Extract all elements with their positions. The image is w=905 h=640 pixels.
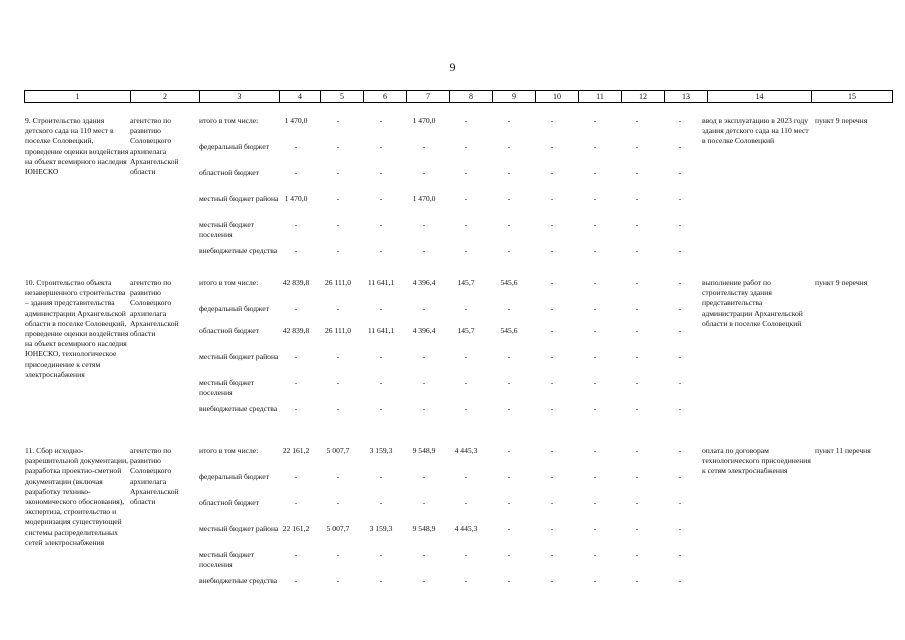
funding-value: - xyxy=(464,220,468,229)
funding-value: 11 641,1 xyxy=(367,326,395,335)
funding-value: - xyxy=(550,352,554,361)
funding-value: - xyxy=(507,246,511,255)
funding-value: - xyxy=(507,524,511,533)
funding-value: - xyxy=(635,446,639,455)
header-cell: 3 xyxy=(200,91,280,103)
funding-value: - xyxy=(593,550,597,559)
item-reference: пункт 11 перечня xyxy=(815,446,871,455)
funding-value: - xyxy=(464,404,468,413)
header-cell: 9 xyxy=(493,91,536,103)
funding-value: 9 548,9 xyxy=(412,524,436,533)
funding-value: - xyxy=(464,498,468,507)
funding-value: - xyxy=(593,220,597,229)
funding-value: - xyxy=(550,116,554,125)
funding-value: - xyxy=(550,378,554,387)
funding-value: - xyxy=(635,168,639,177)
funding-value: - xyxy=(336,472,340,481)
funding-value: - xyxy=(464,246,468,255)
funding-value: - xyxy=(379,220,383,229)
funding-value: - xyxy=(593,404,597,413)
funding-value: 3 159,3 xyxy=(369,446,393,455)
funding-value: - xyxy=(294,404,298,413)
funding-value: - xyxy=(593,472,597,481)
funding-value: - xyxy=(593,524,597,533)
funding-value: - xyxy=(507,472,511,481)
funding-value: - xyxy=(507,446,511,455)
funding-value: - xyxy=(593,116,597,125)
funding-value: - xyxy=(422,304,426,313)
funding-value: - xyxy=(678,278,682,287)
item-agency: агентство по развитию Соловецкого архипелага Архангельской области xyxy=(130,446,179,507)
header-cell: 1 xyxy=(25,91,131,103)
funding-value: - xyxy=(593,168,597,177)
funding-value: - xyxy=(678,446,682,455)
funding-source: местный бюджет поселения xyxy=(199,220,255,239)
funding-value: - xyxy=(550,142,554,151)
funding-value: - xyxy=(593,304,597,313)
funding-value: - xyxy=(507,194,511,203)
funding-value: - xyxy=(379,498,383,507)
funding-value: - xyxy=(635,142,639,151)
funding-value: - xyxy=(593,576,597,585)
item-reference: пункт 9 перечня xyxy=(815,116,868,125)
funding-value: - xyxy=(635,550,639,559)
funding-value: - xyxy=(593,142,597,151)
header-cell: 12 xyxy=(622,91,665,103)
funding-value: - xyxy=(593,352,597,361)
funding-value: 1 470,0 xyxy=(412,116,436,125)
funding-value: - xyxy=(464,472,468,481)
funding-source: итого в том числе: xyxy=(199,446,259,455)
funding-value: - xyxy=(550,576,554,585)
funding-value: - xyxy=(550,404,554,413)
funding-value: 22 161,2 xyxy=(282,446,310,455)
funding-value: - xyxy=(336,576,340,585)
header-cell: 4 xyxy=(280,91,321,103)
header-cell: 2 xyxy=(131,91,200,103)
funding-value: - xyxy=(678,168,682,177)
funding-value: 26 111,0 xyxy=(324,326,351,335)
funding-value: - xyxy=(422,576,426,585)
funding-value: - xyxy=(464,304,468,313)
funding-value: - xyxy=(379,168,383,177)
funding-value: 1 470,0 xyxy=(284,116,308,125)
funding-source: федеральный бюджет xyxy=(199,304,269,313)
funding-value: - xyxy=(336,168,340,177)
funding-value: - xyxy=(336,404,340,413)
funding-source: местный бюджет поселения xyxy=(199,378,255,397)
funding-value: - xyxy=(635,404,639,413)
funding-value: - xyxy=(678,246,682,255)
funding-value: - xyxy=(635,498,639,507)
funding-value: - xyxy=(294,550,298,559)
item-agency: агентство по развитию Соловецкого архипелага Архангельской области xyxy=(130,116,179,177)
item-result: выполнение работ по строительству здания представительства администрации Архангельской области в поселке Соловецкий xyxy=(702,278,803,328)
funding-value: - xyxy=(336,352,340,361)
funding-value: - xyxy=(507,168,511,177)
funding-value: - xyxy=(678,524,682,533)
funding-source: областной бюджет xyxy=(199,168,259,177)
funding-value: 145,7 xyxy=(457,326,475,335)
funding-value: - xyxy=(336,498,340,507)
funding-value: - xyxy=(464,142,468,151)
funding-value: - xyxy=(507,220,511,229)
funding-value: - xyxy=(593,246,597,255)
funding-value: - xyxy=(379,142,383,151)
funding-value: 4 445,3 xyxy=(454,446,478,455)
funding-value: - xyxy=(379,404,383,413)
funding-value: - xyxy=(550,498,554,507)
funding-value: - xyxy=(464,168,468,177)
header-cell: 11 xyxy=(579,91,622,103)
funding-value: - xyxy=(635,278,639,287)
funding-value: - xyxy=(635,220,639,229)
header-cell: 13 xyxy=(665,91,708,103)
funding-value: - xyxy=(635,116,639,125)
funding-value: - xyxy=(422,472,426,481)
funding-value: - xyxy=(464,352,468,361)
funding-value: - xyxy=(336,304,340,313)
funding-value: - xyxy=(336,194,340,203)
funding-value: - xyxy=(422,498,426,507)
funding-value: 4 396,4 xyxy=(412,326,436,335)
funding-value: - xyxy=(507,404,511,413)
header-cell: 8 xyxy=(450,91,493,103)
funding-value: - xyxy=(550,246,554,255)
funding-value: - xyxy=(464,550,468,559)
funding-value: 22 161,2 xyxy=(282,524,310,533)
funding-value: - xyxy=(550,326,554,335)
funding-value: - xyxy=(593,278,597,287)
funding-value: - xyxy=(507,498,511,507)
funding-value: - xyxy=(379,194,383,203)
funding-value: - xyxy=(635,524,639,533)
funding-value: - xyxy=(635,194,639,203)
funding-source: областной бюджет xyxy=(199,326,259,335)
funding-value: - xyxy=(336,220,340,229)
funding-value: - xyxy=(593,378,597,387)
funding-value: - xyxy=(507,304,511,313)
funding-source: местный бюджет района xyxy=(199,524,279,533)
funding-value: - xyxy=(379,352,383,361)
funding-source: местный бюджет района xyxy=(199,352,279,361)
funding-value: 42 839,8 xyxy=(282,278,310,287)
funding-value: 4 445,3 xyxy=(454,524,478,533)
funding-value: - xyxy=(635,246,639,255)
funding-value: - xyxy=(379,576,383,585)
funding-value: - xyxy=(464,378,468,387)
funding-value: 26 111,0 xyxy=(324,278,351,287)
item-name: 11. Сбор исходно-разрешительной документации, разработка проектно-сметной документации (включая разработку технико-экономического обоснования), экспертиза, строительство и модернизация существующей системы распределительных сетей электроснабжения xyxy=(25,446,129,547)
funding-value: - xyxy=(635,352,639,361)
funding-value: - xyxy=(422,168,426,177)
funding-value: 545,6 xyxy=(500,278,518,287)
item-result: ввод в эксплуатацию в 2023 году здания детского сада на 110 мест в поселке Соловецкий xyxy=(702,116,809,146)
funding-value: - xyxy=(678,550,682,559)
funding-value: - xyxy=(336,142,340,151)
funding-value: - xyxy=(294,472,298,481)
page-number: 9 xyxy=(449,60,456,74)
funding-value: - xyxy=(593,194,597,203)
funding-value: - xyxy=(507,142,511,151)
funding-value: - xyxy=(336,116,340,125)
funding-value: 42 839,8 xyxy=(282,326,310,335)
funding-value: 5 007,7 xyxy=(326,524,350,533)
funding-value: 5 007,7 xyxy=(326,446,350,455)
funding-value: - xyxy=(464,576,468,585)
funding-value: - xyxy=(422,378,426,387)
header-cell: 15 xyxy=(812,91,893,103)
funding-value: - xyxy=(550,220,554,229)
funding-value: - xyxy=(678,326,682,335)
funding-value: - xyxy=(635,326,639,335)
funding-value: - xyxy=(678,404,682,413)
funding-value: - xyxy=(294,246,298,255)
funding-value: - xyxy=(550,304,554,313)
funding-value: - xyxy=(678,576,682,585)
item-name: 9. Строительство здания детского сада на 110 мест в поселке Соловецкий, проведение оценки воздействия на объект всемирного наследия ЮНЕСКО xyxy=(25,116,129,177)
funding-value: - xyxy=(422,246,426,255)
funding-value: 9 548,9 xyxy=(412,446,436,455)
funding-value: - xyxy=(336,378,340,387)
funding-source: итого в том числе: xyxy=(199,116,259,125)
item-name: 10. Строительство объекта незавершенного строительства – здания представительства администрации Архангельской области в поселке Соловецкий, проведение оценки воздействия на объект всемирного наследия ЮНЕСКО, технологическое присоединение к сетям электроснабжения xyxy=(25,278,129,379)
funding-source: внебюджетные средства xyxy=(199,404,278,413)
funding-source: областной бюджет xyxy=(199,498,259,507)
funding-value: - xyxy=(678,142,682,151)
funding-value: - xyxy=(379,246,383,255)
funding-value: - xyxy=(507,378,511,387)
funding-value: - xyxy=(550,278,554,287)
funding-value: - xyxy=(294,576,298,585)
funding-value: - xyxy=(422,220,426,229)
funding-value: 1 470,0 xyxy=(284,194,308,203)
funding-value: - xyxy=(379,116,383,125)
funding-value: - xyxy=(294,142,298,151)
funding-source: итого в том числе: xyxy=(199,278,259,287)
funding-value: - xyxy=(678,378,682,387)
funding-value: - xyxy=(422,352,426,361)
funding-value: - xyxy=(678,194,682,203)
funding-value: - xyxy=(464,116,468,125)
column-number-header xyxy=(24,90,893,103)
funding-value: - xyxy=(422,404,426,413)
item-agency: агентство по развитию Соловецкого архипелага Архангельской области xyxy=(130,278,179,339)
funding-value: - xyxy=(507,116,511,125)
funding-value: - xyxy=(678,498,682,507)
funding-value: - xyxy=(379,304,383,313)
funding-value: - xyxy=(336,246,340,255)
header-cell: 14 xyxy=(708,91,812,103)
funding-value: - xyxy=(294,220,298,229)
funding-value: - xyxy=(593,446,597,455)
funding-value: - xyxy=(294,304,298,313)
funding-value: 145,7 xyxy=(457,278,475,287)
funding-value: - xyxy=(464,194,468,203)
funding-source: федеральный бюджет xyxy=(199,142,269,151)
funding-value: - xyxy=(678,352,682,361)
funding-value: - xyxy=(678,304,682,313)
funding-value: - xyxy=(379,472,383,481)
funding-value: 545,6 xyxy=(500,326,518,335)
funding-value: - xyxy=(294,168,298,177)
funding-value: - xyxy=(507,576,511,585)
funding-value: - xyxy=(635,304,639,313)
funding-source: внебюджетные средства xyxy=(199,576,278,585)
funding-value: - xyxy=(550,524,554,533)
item-reference: пункт 9 перечня xyxy=(815,278,868,287)
funding-source: местный бюджет поселения xyxy=(199,550,255,569)
funding-value: - xyxy=(336,550,340,559)
funding-value: 1 470,0 xyxy=(412,194,436,203)
funding-source: федеральный бюджет xyxy=(199,472,269,481)
funding-value: 3 159,3 xyxy=(369,524,393,533)
funding-value: - xyxy=(593,498,597,507)
header-cell: 6 xyxy=(364,91,407,103)
funding-value: - xyxy=(550,446,554,455)
funding-value: - xyxy=(294,378,298,387)
funding-value: - xyxy=(294,352,298,361)
funding-value: - xyxy=(507,550,511,559)
funding-value: - xyxy=(550,168,554,177)
funding-value: - xyxy=(422,142,426,151)
funding-value: - xyxy=(422,550,426,559)
funding-value: - xyxy=(379,550,383,559)
funding-source: внебюджетные средства xyxy=(199,246,278,255)
item-result: оплата по договорам технологического присоединения к сетям электроснабжения xyxy=(702,446,811,476)
funding-value: - xyxy=(550,472,554,481)
funding-value: - xyxy=(678,472,682,481)
funding-value: - xyxy=(678,116,682,125)
funding-source: местный бюджет района xyxy=(199,194,279,203)
header-cell: 10 xyxy=(536,91,579,103)
header-cell: 5 xyxy=(321,91,364,103)
funding-value: - xyxy=(294,498,298,507)
funding-value: 11 641,1 xyxy=(367,278,395,287)
funding-value: - xyxy=(379,378,383,387)
funding-value: - xyxy=(507,352,511,361)
funding-value: - xyxy=(635,472,639,481)
funding-value: - xyxy=(550,194,554,203)
funding-value: - xyxy=(635,576,639,585)
header-cell: 7 xyxy=(407,91,450,103)
funding-value: - xyxy=(678,220,682,229)
funding-value: - xyxy=(635,378,639,387)
funding-value: 4 396,4 xyxy=(412,278,436,287)
funding-value: - xyxy=(550,550,554,559)
funding-value: - xyxy=(593,326,597,335)
